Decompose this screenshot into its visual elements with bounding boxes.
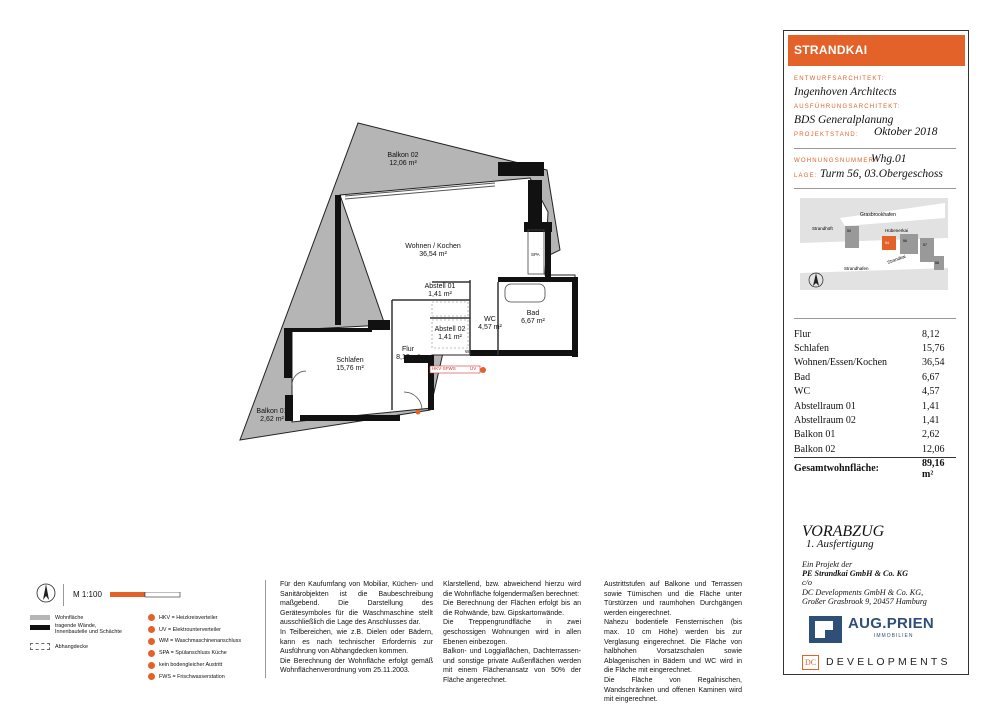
note: Nahezu bodentiefe Fensternischen (bis max. 10 cm Höhe) werden bis zur Verglasung eingerechnet. Die Fläche von halbhohen Vorsatzschalen sowie Ablagenischen in Bädern und WC wird in die Fläche mit eingerechnet. [604,619,742,675]
room-name: Bad [526,310,540,317]
divider [794,148,956,149]
aug-prien-logo-text: AUG.PRIEN [848,615,935,632]
mark-spa: SPA [531,252,540,257]
dc-developments-logo: DEVELOPMENTS [826,656,951,668]
area-row [794,370,956,384]
mark-hkv: HKV·SFWS [432,366,456,371]
room-balkon02 [375,152,431,168]
site-block: 57 [923,243,927,247]
legend-separator [63,584,64,606]
room-name: Wohnen / Kochen [405,243,461,250]
room-area: 1,41 m² [438,334,462,341]
site-block: 50 [847,229,851,233]
area-row [794,413,956,427]
note: Für den Kaufumfang von Mobiliar, Küchen- und Sanitärobjekten ist die Baubeschreibung maßgebend. Die Darstellung des Gerätesymboles für die Waschmaschine stellt ausschließlich die Lage des Anschlusses dar. [280,581,433,627]
area-row [794,341,956,355]
room-name: Schlafen [336,357,364,364]
legend-text: SPA = Spülanschluss Küche [159,650,227,657]
scale-label: M 1:100 [73,590,102,599]
area-value: 8,12 [922,328,940,340]
site-block: 54 [885,241,889,245]
area-value: 1,41 [922,400,940,412]
lage-label: LAGE: [794,173,818,179]
room-bad [512,310,554,326]
room-area: 15,76 m² [336,365,364,372]
legend-text: UV = Elektrounterverteiler [159,626,221,633]
note: Die Berechnung der Wohnfläche erfolgt gemäß Wohnflächenverordnung vom 25.11.2003. [280,657,433,675]
site-map [800,198,948,290]
room-name: Balkon 02 [387,152,419,159]
dc-logo-icon: DC [802,655,819,670]
area-name: Schlafen [794,343,829,355]
divider [794,188,956,189]
ausfuehrung-label: AUSFÜHRUNGSARCHITEKT: [794,104,901,110]
note: Klarstellend, bzw. abweichend hierzu wird die Wohnfläche folgendermaßen berechnet: [443,581,581,598]
room-area: 6,67 m² [521,318,545,325]
area-value: 2,62 [922,429,940,441]
legend-text: Wohnfläche [55,614,84,621]
room-wc [472,316,508,332]
room-abstell01 [415,283,465,299]
note: Austrittstufen auf Balkone und Terrassen sowie Türnischen und die Fläche unter Türstürzen und raumhohen Durchgängen werden eingerechnet. [604,581,742,617]
area-value: 15,76 [922,343,945,355]
area-row [794,356,956,370]
vorabzug-title: VORABZUG [802,523,885,540]
swatch-abhang [30,643,50,650]
site-label: Hübenerkai [885,228,909,233]
site-label: Grasbrookhafen [860,212,896,218]
room-name: Flur [401,346,415,353]
entwurf-label: ENTWURFSARCHITEKT: [794,76,885,82]
room-abstell02 [425,326,475,342]
mark-wm: WM [465,349,473,354]
room-area: 4,57 m² [478,324,502,331]
brand-bar: STRANDKAI [788,35,965,66]
area-table [794,327,956,480]
area-row [794,428,956,442]
note: Die Fläche von Regalnischen, Wandschränken und offenen Kaminen wird mit eingerechnet. [604,676,742,704]
wohnungsnummer-value: Whg.01 [871,153,907,165]
swatch-wohnflaeche [30,615,50,620]
area-name: Bad [794,371,811,383]
room-area: 1,41 m² [428,291,452,298]
note: Die Berechnung der Flächen erfolgt bis an die Rohwände, bzw. Gipskartonwände. [443,600,581,617]
note: In Teilbereichen, wie z.B. Dielen oder Bädern, kann es nach technischer Erfordernis zur Ausführung von Abhangdecken kommen. [280,628,433,656]
area-value: 4,57 [922,386,940,398]
notes-col-2 [443,580,581,686]
room-name: WC [484,316,496,323]
divider [794,318,956,319]
area-name: Abstellraum 02 [794,415,856,427]
legend-right [148,612,258,683]
area-name: WC [794,386,811,398]
projektstand-value: Oktober 2018 [874,126,938,138]
project-line: PE Strandkai GmbH & Co. KG [802,569,909,579]
project-line: DC Developments GmbH & Co. KG, [802,587,924,597]
area-value: 1,41 [922,415,940,427]
area-row [794,327,956,341]
site-label: Strandhafen [844,266,869,271]
site-label: Strandkai [886,253,907,265]
room-name: Abstell 01 [424,283,456,290]
room-name: Balkon 01 [256,408,288,415]
area-row [794,399,956,413]
room-area: 12,06 m² [389,160,417,167]
room-flur [390,346,426,362]
aug-prien-logo-sub: IMMOBILIEN [874,633,914,639]
total-value: 89,16 m² [922,457,956,480]
area-name: Wohnen/Essen/Kochen [794,357,888,369]
note: Die Treppengrundfläche in zwei geschossigen Wohnungen wird in allen Ebenen einbezogen. [443,619,581,646]
ausfuehrung-value: BDS Generalplanung [794,114,894,126]
site-block: 56 [903,239,907,243]
fws-icon [148,673,155,680]
area-row [794,385,956,399]
mark-uv: UV [470,366,477,371]
notes-col-1 [280,580,433,676]
area-name: Balkon 01 [794,429,836,441]
uv-icon [148,626,155,633]
lage-value: Turm 56, 03.Obergeschoss [820,168,943,180]
aug-prien-logo-icon [809,616,842,643]
area-value: 12,06 [922,443,945,455]
area-name: Abstellraum 01 [794,400,856,412]
room-name: Abstell 02 [434,326,466,333]
project-line: Großer Grasbrook 9, 20457 Hamburg [802,596,927,606]
room-area: 8,12 m² [396,354,420,361]
project-line: c/o [802,578,813,588]
area-row [794,442,956,457]
legend-north-arrow-icon [35,582,57,604]
notes-col-3 [604,580,742,705]
site-label: Strandhöft [812,226,833,231]
area-value: 36,54 [922,357,945,369]
scale-bar [110,592,185,598]
note: Balkon- und Loggiaflächen, Dachterrassen- und sonstige private Außenflächen werden mit einem Flächenansatz von 50% der Fläche angerechnet. [443,648,581,684]
legend-text: WM = Waschmaschinenanschluss [159,638,242,645]
projektstand-label: PROJEKTSTAND: [794,132,859,138]
project-line: Ein Projekt der [802,560,853,569]
hkv-icon [148,614,155,621]
legend-text: tragende Wände, Innenbauteile und Schächte [55,623,122,635]
wohnungsnummer-label: WOHNUNGSNUMMER: [794,158,877,164]
room-schlafen [325,357,375,373]
area-name: Balkon 02 [794,443,836,455]
area-name: Flur [794,328,811,340]
project-info [802,560,962,606]
room-balkon01 [248,408,296,424]
room-area: 2,62 m² [260,416,284,423]
legend-text: kein bodengleicher Austritt [159,662,223,669]
wm-icon [148,638,155,645]
legend-left [30,612,130,652]
total-label: Gesamtwohnfläche: [794,457,922,480]
total-row [794,457,956,480]
entwurf-value: Ingenhoven Architects [794,86,897,98]
legend-text: Abhangdecke [55,643,88,650]
austritt-icon [148,662,155,669]
swatch-walls [30,625,50,630]
legend-text: FWS = Frischwasserstation [159,673,225,680]
legend-text: HKV = Heizkreisverteiler [159,614,218,621]
ausfertigung: 1. Ausfertigung [806,538,874,550]
area-value: 6,67 [922,371,940,383]
spa-icon [148,650,155,657]
room-area: 36,54 m² [419,251,447,258]
site-block: 58 [935,261,939,265]
room-wohnen [395,243,471,259]
legend-vertical-rule [265,580,266,678]
